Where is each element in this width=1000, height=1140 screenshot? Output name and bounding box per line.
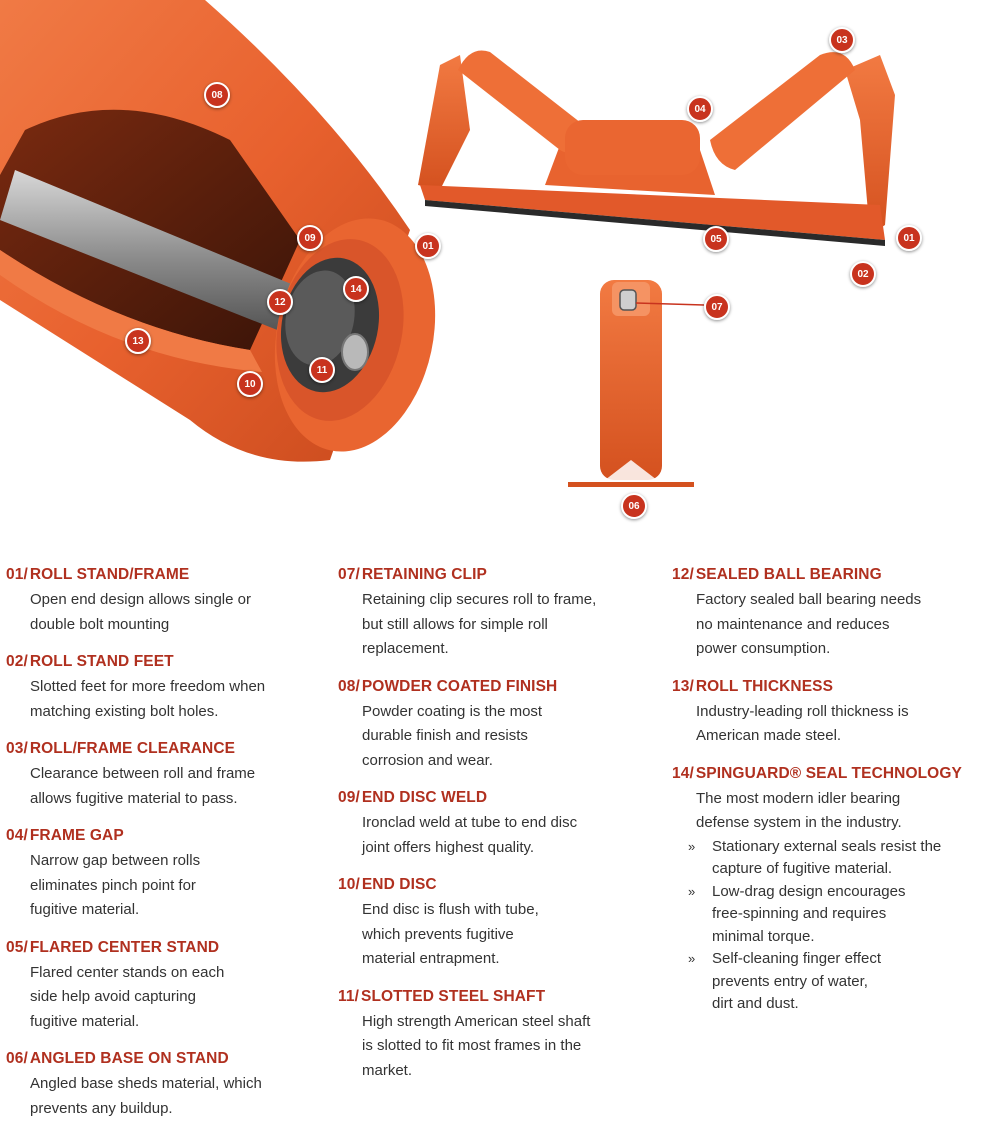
- bullet-marker: »: [688, 951, 696, 966]
- feature-description: Industry-leading roll thickness is American made steel.: [696, 702, 909, 744]
- feature-heading: 12/ SEALED BALL BEARING: [672, 566, 882, 583]
- feature-heading: 14/ SPINGUARD® SEAL TECHNOLOGY: [672, 764, 962, 782]
- callout-02: 02: [850, 261, 876, 287]
- feature-description: Ironclad weld at tube to end disc joint offers highest quality.: [362, 814, 578, 856]
- feature-06: [6, 1050, 326, 1121]
- callout-03: 03: [829, 27, 855, 53]
- callout-12: 12: [267, 289, 293, 315]
- callout-06: 06: [621, 493, 647, 519]
- callout-07: 07: [704, 294, 730, 320]
- features-column-3: [672, 566, 997, 1016]
- feature-description: Open end design allows single or double bolt mounting: [30, 591, 251, 633]
- shaft-end: [342, 334, 368, 370]
- troughing-rolls: [458, 50, 855, 175]
- product-illustration: [0, 0, 1000, 540]
- feature-heading: 02/ ROLL STAND FEET: [6, 653, 174, 670]
- feature-heading: 01/ ROLL STAND/FRAME: [6, 566, 190, 583]
- feature-heading: 04/ FRAME GAP: [6, 827, 124, 844]
- feature-04: [6, 827, 326, 923]
- feature-description: High strength American steel shaft is slotted to fit most frames in the market.: [362, 1012, 591, 1079]
- feature-07: [338, 566, 663, 662]
- feature-14: [672, 765, 997, 1016]
- stand-end-view: [568, 280, 704, 487]
- feature-heading: 10/ END DISC: [338, 876, 437, 893]
- feature-description: Factory sealed ball bearing needs no maintenance and reduces power consumption.: [696, 591, 922, 657]
- callout-01-frame: 01: [896, 225, 922, 251]
- bullet-marker: »: [688, 838, 696, 854]
- feature-11: [338, 988, 663, 1084]
- callout-11: 11: [309, 357, 335, 383]
- list-item: » Self-cleaning finger effect prevents entry of water, dirt and dust.: [688, 950, 881, 1012]
- feature-heading: 05/ FLARED CENTER STAND: [6, 938, 220, 956]
- feature-12: [672, 566, 997, 662]
- feature-description: Clearance between roll and frame allows fugitive material to pass.: [30, 765, 256, 807]
- feature-03: [6, 740, 326, 811]
- features-column-2: [338, 566, 663, 1083]
- bullet-marker: »: [688, 883, 696, 899]
- features-column-1: [6, 566, 326, 1121]
- feature-description: Retaining clip secures roll to frame, but still allows for simple roll replacement.: [362, 591, 597, 657]
- feature-08: [338, 678, 663, 774]
- list-item: » Stationary external seals resist the capture of fugitive material.: [688, 837, 942, 877]
- callout-09: 09: [297, 225, 323, 251]
- feature-description: Flared center stands on each side help avoid capturing fugitive material.: [30, 963, 225, 1030]
- feature-09: [338, 789, 663, 860]
- callout-14: 14: [343, 276, 369, 302]
- callout-08: 08: [204, 82, 230, 108]
- feature-02: [6, 653, 326, 724]
- feature-heading: 09/ END DISC WELD: [338, 789, 488, 806]
- feature-01: [6, 566, 326, 637]
- feature-heading: 08/ POWDER COATED FINISH: [338, 677, 558, 695]
- callout-10: 10: [237, 371, 263, 397]
- feature-heading: 13/ ROLL THICKNESS: [672, 677, 834, 695]
- feature-description: The most modern idler bearing defense system in the industry.: [696, 789, 902, 831]
- feature-heading: 11/ SLOTTED STEEL SHAFT: [338, 987, 546, 1005]
- feature-05: [6, 939, 326, 1035]
- spinguard-bullet-list: [688, 836, 997, 1016]
- feature-13: [672, 678, 997, 749]
- callout-04: 04: [687, 96, 713, 122]
- callout-13: 13: [125, 328, 151, 354]
- feature-description: Narrow gap between rolls eliminates pinch point for fugitive material.: [30, 852, 201, 918]
- callout-01-roll: 01: [415, 233, 441, 259]
- feature-description: Powder coating is the most durable finish and resists corrosion and wear.: [362, 702, 543, 769]
- feature-10: [338, 876, 663, 972]
- callout-05: 05: [703, 226, 729, 252]
- feature-description: Slotted feet for more freedom when matching existing bolt holes.: [30, 678, 266, 720]
- feature-heading: 03/ ROLL/FRAME CLEARANCE: [6, 740, 236, 757]
- feature-description: End disc is flush with tube, which prevents fugitive material entrapment.: [362, 901, 539, 967]
- list-item: » Low-drag design encourages free-spinning and requires minimal torque.: [688, 882, 906, 945]
- feature-heading: 06/ ANGLED BASE ON STAND: [6, 1050, 229, 1067]
- feature-heading: 07/ RETAINING CLIP: [338, 566, 487, 583]
- feature-description: Angled base sheds material, which prevents any buildup.: [30, 1075, 262, 1117]
